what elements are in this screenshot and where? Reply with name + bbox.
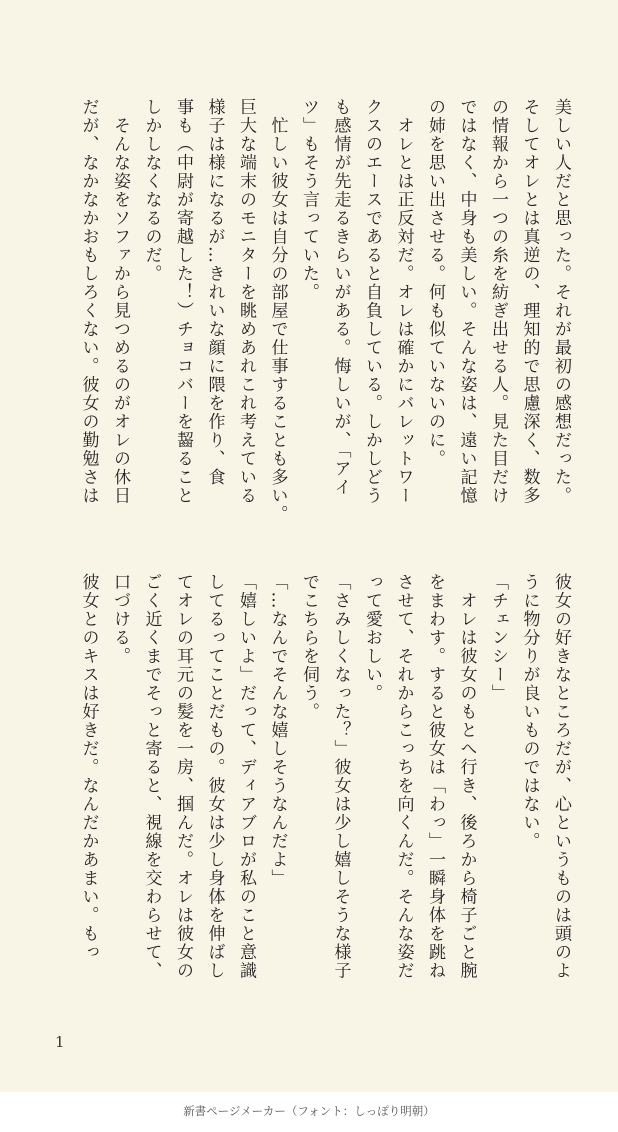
text-line: 「さみしくなった？」彼女は少し嬉しそうな様子	[330, 573, 351, 980]
text-line: させて、それからこっちを向くんだ。そんな姿だ	[393, 573, 414, 980]
text-line: うに物分りが良いものではない。	[519, 573, 540, 851]
text-line: そんな姿をソファから見つめるのがオレの休日	[110, 98, 130, 505]
text-block-upper	[72, 98, 576, 538]
text-line: 「…なんでそんな嬉しそうなんだよ」	[267, 573, 288, 888]
text-line: 「嬉しいよ」だって、ディアブロが私のこと意識	[236, 573, 256, 980]
text-line: しかしなくなるのだ。	[141, 98, 162, 283]
text-line: でこちらを伺う。	[299, 573, 319, 721]
text-block-lower	[72, 573, 576, 1033]
text-line: の姉を思い出させる。何も似ていないのに。	[425, 98, 445, 468]
text-line: ツ」もそう言っていた。	[299, 98, 319, 302]
text-line: そしてオレとは真逆の、理知的で思慮深く、数多	[519, 98, 540, 505]
page-number: 1	[55, 1033, 65, 1051]
footer-caption: 新書ページメーカー（フォント：しっぽり明朝）	[183, 1104, 435, 1118]
text-line: も感情が先走るきらいがある。悔しいが、「アイ	[330, 98, 351, 497]
text-line: って愛おしい。	[362, 573, 382, 703]
text-line: 様子は様になるが…きれいな顔に隈を作り、食	[204, 98, 225, 487]
text-line: クスのエースであると自負している。しかしどう	[362, 98, 382, 505]
text-line: オレは彼女のもとへ行き、後ろから椅子ごと腕	[456, 573, 477, 980]
text-line: をまわす。すると彼女は「わっ」一瞬身体を跳ね	[425, 573, 445, 980]
text-line: てオレの耳元の髪を一房、掴んだ。オレは彼女の	[173, 573, 193, 980]
text-line: 事も（中尉が寄越した！）チョコバーを齧ること	[173, 98, 193, 505]
text-line: 「チェンシー」	[488, 573, 508, 703]
text-line: ではなく、中身も美しい。そんな姿は、遠い記憶	[456, 98, 477, 505]
text-line: の情報から一つの糸を紡ぎ出せる人。見た目だけ	[488, 98, 508, 505]
text-line: 彼女の好きなところだが、心というものは頭のよ	[551, 573, 571, 980]
text-line: 忙しい彼女は自分の部屋で仕事することも多い。	[267, 98, 288, 524]
text-line: 美しい人だと思った。それが最初の感想だった。	[551, 98, 571, 505]
text-line: だが、なかなかおもしろくない。彼女の勤勉さは	[78, 98, 99, 505]
text-line: オレとは正反対だ。オレは確かにバレットワー	[393, 98, 414, 505]
text-line: ごく近くまでそっと寄ると、視線を交わらせて、	[141, 573, 162, 980]
text-line: してるってことだもの。彼女は少し身体を伸ばし	[204, 573, 225, 980]
text-line: 巨大な端末のモニターを眺めあれこれ考えている	[236, 98, 256, 505]
text-line: 口づける。	[110, 573, 130, 666]
text-line: 彼女とのキスは好きだ。なんだかあまい。もっ	[78, 573, 99, 962]
